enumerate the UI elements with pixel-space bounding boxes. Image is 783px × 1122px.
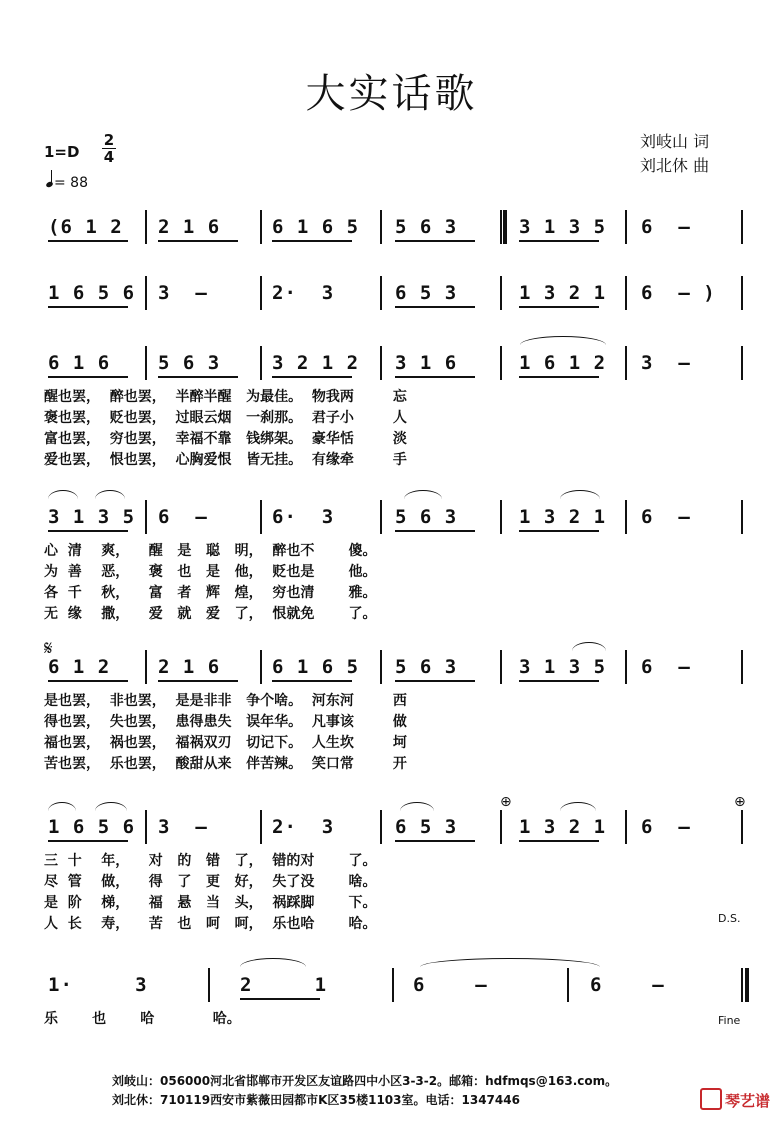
barline [380,346,382,380]
beam-underline [519,376,599,378]
lyric-line: 尽 管 做， 得 了 更 好， 失了没 啥。 [44,874,377,890]
barline [380,650,382,684]
beam-underline [519,840,599,842]
barline [260,810,262,844]
lyric-line: 得也罢， 失也罢， 患得患失 误年华。 凡事该 做 [44,714,407,730]
beam-underline [158,240,238,242]
logo-text: 琴艺谱 [725,1092,771,1110]
segno-icon: 𝄋 [44,636,53,660]
barline [625,210,627,244]
barline [145,650,147,684]
lyric-line: 醒也罢， 醉也罢， 半醉半醒 为最佳。 物我两 忘 [44,389,407,405]
measure-notes: 3 – [641,352,691,374]
composer: 刘北休 曲 [640,156,710,175]
barline [145,810,147,844]
measure-notes: 6 – [641,656,691,678]
barline [380,810,382,844]
slur [95,490,125,499]
measure-notes: 6 1 6 5 [272,656,360,678]
barline [741,210,743,244]
barline [500,346,502,380]
beam-underline [240,998,320,1000]
site-logo [700,1088,770,1111]
beam-underline [48,376,128,378]
beam-underline [272,240,352,242]
beam-underline [48,840,128,842]
slur [400,802,434,811]
beam-underline [395,240,475,242]
measure-notes: 1 3 2 1 [519,506,607,528]
measure-notes: 6 1 6 5 [272,216,360,238]
barline [260,210,262,244]
barline [380,500,382,534]
barline [500,276,502,310]
measure-notes: 1 6 5 6 [48,816,136,838]
barline [500,500,502,534]
logo-icon [700,1088,722,1110]
slur [420,958,600,967]
measure-notes: 6 – [590,974,665,996]
slur [48,802,76,811]
measure-notes: (6 1 2 [48,216,123,238]
measure-notes: 6 1 6 [48,352,111,374]
lyric-line: 人 长 寿， 苦 也 呵 呵， 乐也哈 哈。 [44,916,377,932]
measure-notes: 1 6 1 2 [519,352,607,374]
beam-underline [519,240,599,242]
measure-notes: 3 – [158,816,208,838]
beam-underline [395,306,475,308]
lyric-line: 富也罢， 穷也罢， 幸福不靠 钱绑架。 豪华恬 淡 [44,431,407,447]
measure-notes: 1 3 2 1 [519,816,607,838]
measure-notes: 2· 3 [272,816,335,838]
measure-notes: 3 1 6 [395,352,458,374]
barline [741,346,743,380]
key-signature: 1=D [44,143,80,161]
beam-underline [395,680,475,682]
tempo-value: = 88 [54,175,88,191]
time-signature [101,132,117,165]
measure-notes: 5 6 3 [395,506,458,528]
barline [741,276,743,310]
slur [560,490,600,499]
slur [404,490,442,499]
lyric-line: 无 缘 撒， 爱 就 爱 了， 恨就免 了。 [44,606,377,622]
measure-notes: 6 5 3 [395,282,458,304]
barline [500,650,502,684]
credits [640,130,709,178]
beam-underline [272,376,352,378]
slur [572,642,606,651]
measure-notes: 2 1 6 [158,216,221,238]
beam-underline [272,680,352,682]
time-signature-top: 2 [103,131,115,149]
barline [145,210,147,244]
measure-notes: 3 1 3 5 [48,506,136,528]
measure-notes: 5 6 3 [395,216,458,238]
lyric-line: 为 善 恶， 褒 也 是 他， 贬也是 他。 [44,564,377,580]
barline [567,968,569,1002]
barline [260,276,262,310]
quarter-note-icon [45,181,53,188]
barline [380,210,382,244]
measure-notes: 3 2 1 2 [272,352,360,374]
tempo-marking [46,173,88,191]
barline [500,210,502,244]
note-stem [51,170,52,184]
song-title: 大实话歌 [305,71,478,117]
lyric-line: 是 阶 梯， 福 悬 当 头， 祸踩脚 下。 [44,895,377,911]
barline [392,968,394,1002]
barline [625,500,627,534]
beam-underline [48,306,128,308]
barline [145,346,147,380]
measure-notes: 3 – [158,282,208,304]
barline [145,500,147,534]
beam-underline [519,306,599,308]
barline [145,276,147,310]
footer-contact-1: 刘岐山：056000河北省邯郸市开发区友谊路四中小区3-3-2。邮箱：hdfmqs@163.com。 [112,1074,618,1088]
beam-underline [519,680,599,682]
measure-notes: 1· 3 [48,974,148,996]
ds-mark: D.S. [718,912,741,925]
beam-underline [48,240,128,242]
time-signature-bottom: 4 [103,148,115,166]
barline [380,276,382,310]
measure-notes: 5 6 3 [395,656,458,678]
beam-underline [158,376,238,378]
repeat-barline [503,210,507,244]
barline [625,650,627,684]
barline [741,500,743,534]
beam-underline [395,376,475,378]
measure-notes: 2 1 6 [158,656,221,678]
lyric-line: 心 清 爽， 醒 是 聪 明， 醉也不 傻。 [44,543,377,559]
barline [625,810,627,844]
beam-underline [395,530,475,532]
slur [48,490,78,499]
barline [741,968,743,1002]
lyric-line: 乐 也 哈 哈。 [44,1011,241,1027]
coda-icon: ⊕ [500,794,512,810]
measure-notes: 3 1 3 5 [519,656,607,678]
fine-mark: Fine [718,1014,741,1027]
measure-notes: 6 – [413,974,488,996]
measure-notes: 6 – [158,506,208,528]
measure-notes: 1 3 2 1 [519,282,607,304]
measure-notes: 5 6 3 [158,352,221,374]
lyric-line: 各 千 秋， 富 者 辉 煌， 穷也清 雅。 [44,585,377,601]
barline [500,810,502,844]
lyric-line: 苦也罢， 乐也罢， 酸甜从来 伴苦辣。 笑口常 开 [44,756,407,772]
beam-underline [395,840,475,842]
coda-icon-end: ⊕ [734,794,746,810]
final-barline [745,968,749,1002]
measure-notes: 6 – [641,506,691,528]
lyric-line: 爱也罢， 恨也罢， 心胸爱恨 皆无挂。 有缘牵 手 [44,452,407,468]
beam-underline [48,680,128,682]
slur [560,802,596,811]
measure-notes: 6· 3 [272,506,335,528]
slur [520,336,606,345]
footer-contact-2: 刘北休：710119西安市紫薇田园都市K区35楼1103室。电话：1347446 [112,1093,520,1107]
slur [95,802,127,811]
lyric-line: 福也罢， 祸也罢， 福祸双刃 切记下。 人生坎 坷 [44,735,407,751]
measure-notes: 2· 3 [272,282,335,304]
measure-notes: 1 6 5 6 [48,282,136,304]
barline [260,346,262,380]
measure-notes: 6 5 3 [395,816,458,838]
beam-underline [158,680,238,682]
barline [625,346,627,380]
lyric-line: 是也罢， 非也罢， 是是非非 争个啥。 河东河 西 [44,693,407,709]
barline [625,276,627,310]
barline [741,650,743,684]
slur [240,958,306,967]
beam-underline [48,530,128,532]
measure-notes: 6 – [641,216,691,238]
barline [208,968,210,1002]
measure-notes: 6 – ) [641,282,716,304]
barline [260,650,262,684]
barline [741,810,743,844]
barline [260,500,262,534]
lyric-line: 褒也罢， 贬也罢， 过眼云烟 一刹那。 君子小 人 [44,410,407,426]
measure-notes: 6 1 2 [48,656,111,678]
lyricist: 刘岐山 词 [640,132,710,151]
lyric-line: 三 十 年， 对 的 错 了， 错的对 了。 [44,853,377,869]
beam-underline [519,530,599,532]
measure-notes: 2 1 [240,974,328,996]
measure-notes: 6 – [641,816,691,838]
measure-notes: 3 1 3 5 [519,216,607,238]
